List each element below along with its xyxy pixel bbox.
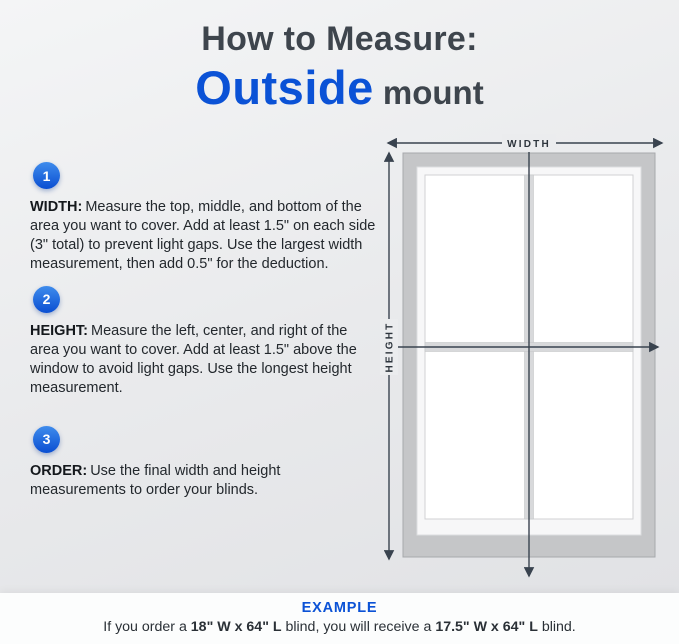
step-3-label: ORDER:	[30, 462, 88, 479]
steps-list	[30, 162, 376, 512]
example-pre: If you order a	[103, 619, 191, 635]
example-ordered-size: 18" W x 64" L	[190, 619, 282, 635]
step-height	[30, 286, 376, 398]
step-3-body: Use the final width and height measurements to order your blinds.	[30, 462, 281, 498]
step-3-badge: 3	[33, 426, 60, 453]
step-2-text	[30, 322, 376, 398]
example-footer	[0, 593, 679, 644]
example-received-size: 17.5" W x 64" L	[435, 619, 538, 635]
step-width	[30, 162, 376, 274]
window-diagram-svg	[376, 128, 670, 588]
step-order	[30, 426, 376, 500]
mount-type-highlight: Outside	[195, 61, 374, 114]
example-heading: EXAMPLE	[301, 600, 378, 616]
example-text	[0, 619, 679, 635]
title-subline	[0, 60, 679, 115]
page-title: How to Measure:	[201, 20, 478, 58]
step-1-badge: 1	[33, 162, 60, 189]
step-3-text	[30, 462, 376, 500]
title-block	[0, 20, 679, 115]
step-1-body: Measure the top, middle, and bottom of the area you want to cover. Add at least 1.5" on each side (3" total) to prevent light gaps. Use the largest width measurement, then add 0.5" for the deduction.	[30, 199, 376, 272]
step-1-text	[30, 198, 376, 274]
step-2-label: HEIGHT:	[30, 322, 88, 339]
height-measure-label: HEIGHT	[384, 321, 396, 373]
example-post: blind.	[537, 619, 576, 635]
example-mid: blind, you will receive a	[281, 619, 436, 635]
window-measure-diagram	[376, 128, 670, 593]
mount-word: mount	[373, 74, 484, 111]
step-2-badge: 2	[33, 286, 60, 313]
step-1-label: WIDTH:	[30, 199, 83, 215]
width-measure-label: WIDTH	[507, 139, 551, 150]
step-2-body: Measure the left, center, and right of the area you want to cover. Add at least 1.5" above the window to avoid light gaps. Use the longest height measurement.	[30, 322, 357, 396]
